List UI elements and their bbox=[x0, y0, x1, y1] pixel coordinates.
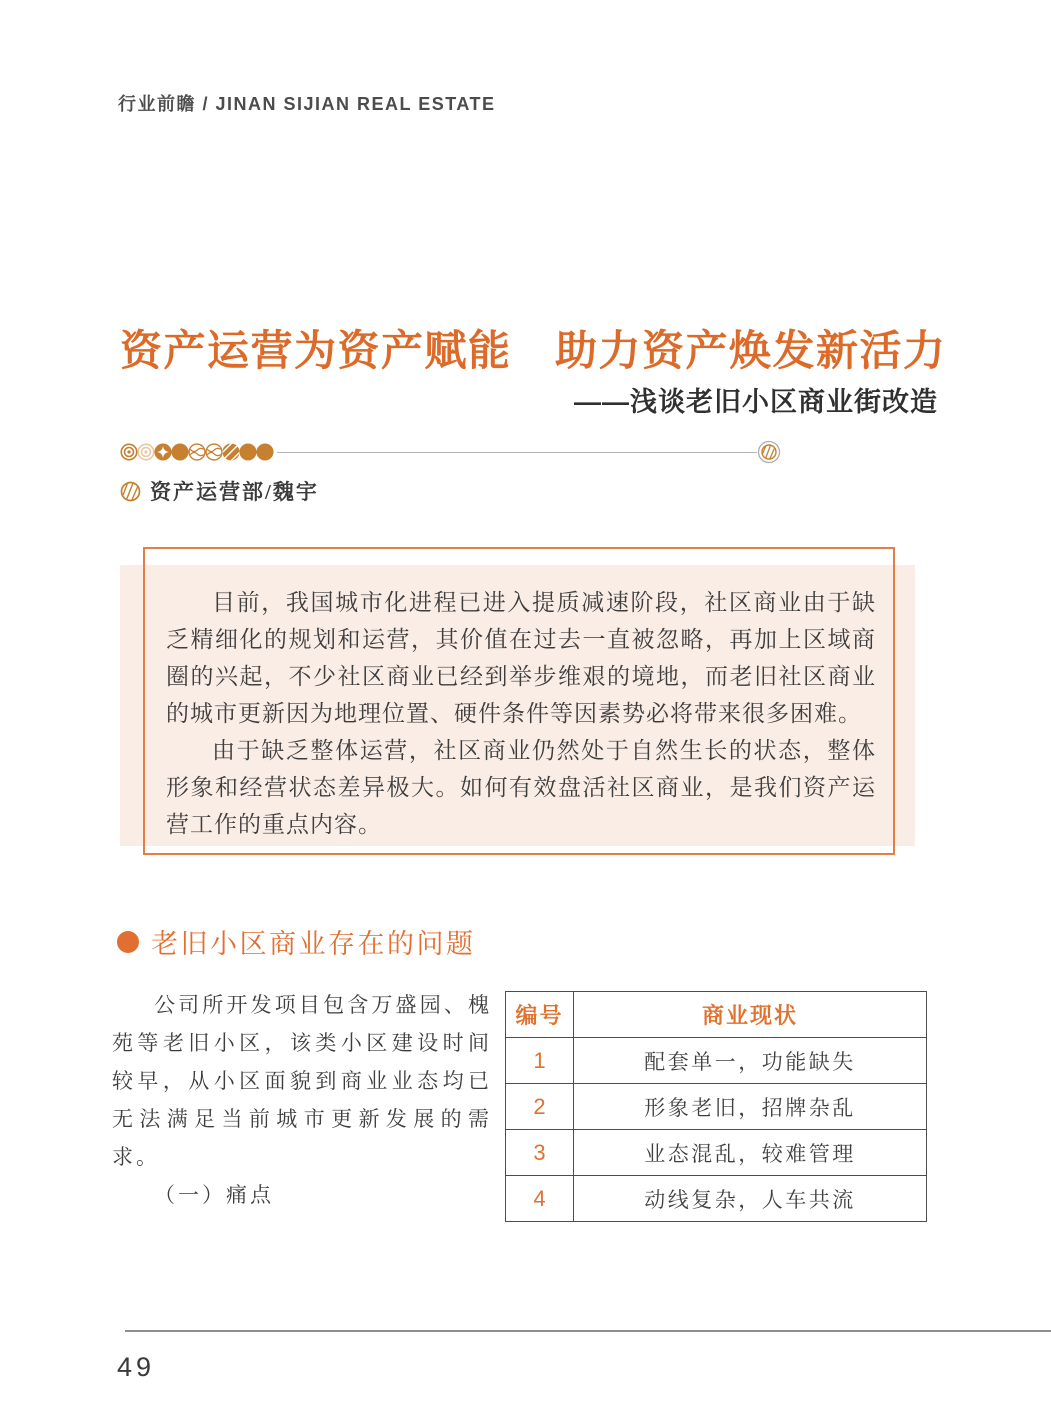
author-name: 资产运营部/魏宇 bbox=[150, 480, 319, 504]
row-status: 业态混乱，较难管理 bbox=[574, 1130, 927, 1176]
target-rings-light-icon bbox=[137, 443, 155, 461]
filled-circle-icon bbox=[239, 443, 257, 461]
intro-box bbox=[166, 584, 876, 843]
filled-circle-icon bbox=[117, 931, 139, 953]
striped-circle-icon bbox=[222, 443, 240, 461]
status-table bbox=[505, 991, 927, 1222]
sparkle-circle-icon bbox=[154, 443, 172, 461]
section-heading-text: 老旧小区商业存在的问题 bbox=[151, 929, 476, 959]
row-status: 动线复杂，人车共流 bbox=[574, 1176, 927, 1222]
author-line bbox=[120, 476, 319, 506]
row-number: 4 bbox=[506, 1176, 574, 1222]
table-header-no: 编号 bbox=[506, 992, 574, 1038]
striped-ball-icon bbox=[757, 440, 781, 464]
filled-circle-icon bbox=[171, 443, 189, 461]
article-subtitle: ——浅谈老旧小区商业街改造 bbox=[574, 387, 938, 417]
row-status: 配套单一，功能缺失 bbox=[574, 1038, 927, 1084]
decorative-divider bbox=[120, 440, 780, 464]
target-rings-icon bbox=[120, 443, 138, 461]
weave-circle-icon bbox=[188, 443, 206, 461]
body-sub-item: （一）痛点 bbox=[154, 1183, 274, 1207]
intro-paragraph: 目前，我国城市化进程已进入提质减速阶段，社区商业由于缺乏精细化的规划和运营，其价值在过去一直被忽略，再加上区域商圈的兴起，不少社区商业已经到举步维艰的境地，而老旧社区商业的城市更新因为地理位置、硬件条件等因素势必将带来很多困难。 bbox=[166, 590, 876, 726]
intro-paragraph: 由于缺乏整体运营，社区商业仍然处于自然生长的状态，整体形象和经营状态差异极大。如何有效盘活社区商业，是我们资产运营工作的重点内容。 bbox=[166, 738, 876, 837]
body-paragraph: 公司所开发项目包含万盛园、槐苑等老旧小区，该类小区建设时间较早，从小区面貌到商业业态均已无法满足当前城市更新发展的需求。 bbox=[112, 993, 492, 1169]
page-header: 行业前瞻 / JINAN SIJIAN REAL ESTATE bbox=[118, 94, 496, 114]
table-row bbox=[506, 1038, 927, 1084]
footer-divider bbox=[125, 1330, 1051, 1332]
row-status: 形象老旧，招牌杂乱 bbox=[574, 1084, 927, 1130]
filled-circle-icon bbox=[256, 443, 274, 461]
table-row bbox=[506, 1130, 927, 1176]
section-heading bbox=[117, 922, 476, 961]
body-text bbox=[112, 986, 492, 1214]
striped-ball-icon bbox=[120, 481, 141, 502]
article-title: 资产运营为资产赋能 助力资产焕发新活力 bbox=[120, 327, 947, 374]
table-header-status: 商业现状 bbox=[574, 992, 927, 1038]
page-number: 49 bbox=[117, 1352, 156, 1382]
weave-circle-icon bbox=[205, 443, 223, 461]
row-number: 1 bbox=[506, 1038, 574, 1084]
table-header-row bbox=[506, 992, 927, 1038]
divider-line bbox=[277, 452, 757, 453]
row-number: 3 bbox=[506, 1130, 574, 1176]
table-row bbox=[506, 1084, 927, 1130]
row-number: 2 bbox=[506, 1084, 574, 1130]
table-row bbox=[506, 1176, 927, 1222]
